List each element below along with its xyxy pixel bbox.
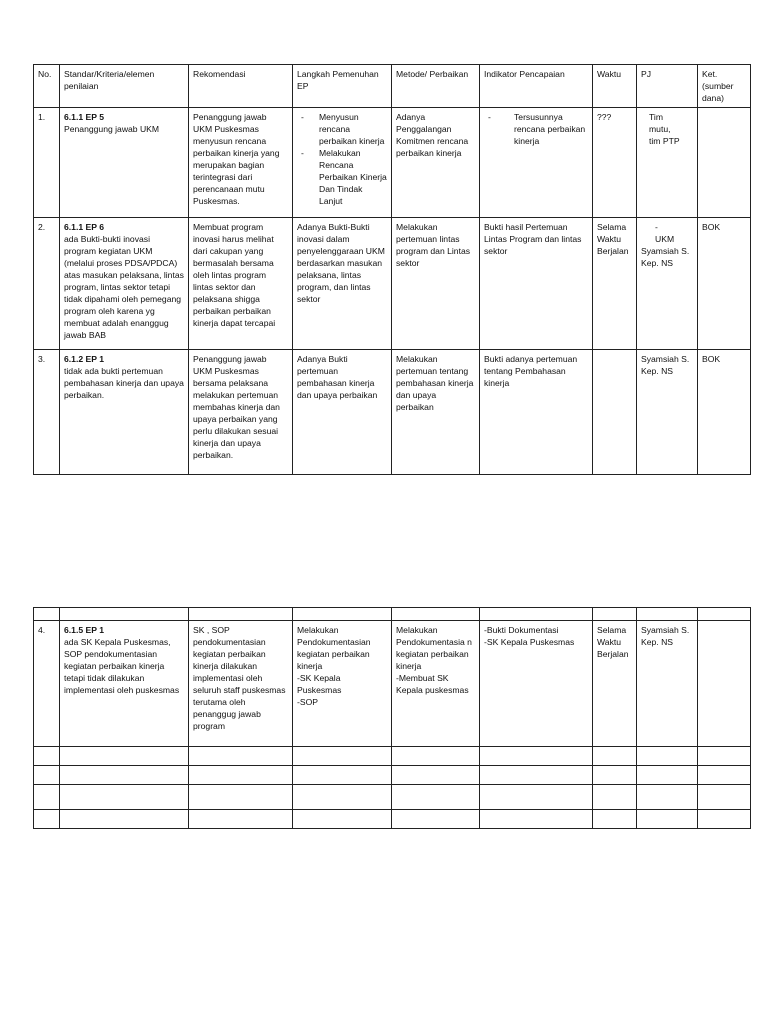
cell-langkah: Adanya Bukti-Bukti inovasi dalam penyelenggaraan UKM berdasarkan masukan pelaksana, lintas program, dan lintas sektor — [293, 218, 392, 350]
langkah-list — [297, 111, 387, 207]
empty-row — [34, 785, 751, 810]
cell-standar — [60, 621, 189, 747]
standar-code: 6.1.2 EP 1 — [64, 354, 104, 364]
pj-name: Syamsiah S. Kep. NS — [641, 246, 690, 268]
table-header-row — [34, 65, 751, 108]
header-indikator: Indikator Pencapaian — [480, 65, 593, 108]
header-waktu: Waktu — [593, 65, 637, 108]
table-row — [34, 350, 751, 475]
header-ket: Ket. (sumber dana) — [698, 65, 751, 108]
cell-ket: BOK — [698, 218, 751, 350]
cell-metode — [392, 621, 480, 747]
cell-pj: Syamsiah S. Kep. NS — [637, 621, 698, 747]
pj-line: Tim — [649, 112, 663, 122]
cell-waktu: Selama Waktu Berjalan — [593, 218, 637, 350]
cell-langkah — [293, 108, 392, 218]
empty-row — [34, 810, 751, 829]
cell-metode: Melakukan pertemuan lintas program dan Lintas sektor — [392, 218, 480, 350]
list-item: - Menyusun rencana perbaikan kinerja — [297, 111, 387, 147]
standar-code: 6.1.1 EP 5 — [64, 112, 104, 122]
pj-head: UKM — [655, 234, 675, 244]
header-langkah: Langkah Pemenuhan EP — [293, 65, 392, 108]
cell-ket — [698, 621, 751, 747]
standar-text: tidak ada bukti pertemuan pembahasan kinerja dan upaya perbaikan. — [64, 366, 184, 400]
cell-pj — [637, 108, 698, 218]
pj-line: tim PTP — [649, 136, 680, 146]
table-row — [34, 621, 751, 747]
empty-row — [34, 747, 751, 766]
header-standar: Standar/Kriteria/elemen penilaian — [60, 65, 189, 108]
cell-indikator — [480, 621, 593, 747]
langkah-line: Melakukan Pendokumentasian kegiatan perbaikan kinerja — [297, 625, 371, 671]
cell-indikator: Bukti adanya pertemuan tentang Pembahasan kinerja — [480, 350, 593, 475]
indikator-line: -SK Kepala Puskesmas — [484, 637, 575, 647]
cell-standar — [60, 108, 189, 218]
cell-standar — [60, 350, 189, 475]
table-row — [34, 108, 751, 218]
header-metode: Metode/ Perbaikan — [392, 65, 480, 108]
metode-line: Melakukan Pendokumentasia n kegiatan perbaikan kinerja — [396, 625, 472, 671]
cell-no: 2. — [34, 218, 60, 350]
cell-metode: Melakukan pertemuan tentang pembahasan kinerja dan upaya perbaikan — [392, 350, 480, 475]
cell-langkah: Adanya Bukti pertemuan pembahasan kinerja dan upaya perbaikan — [293, 350, 392, 475]
header-no: No. — [34, 65, 60, 108]
indikator-list — [484, 111, 588, 147]
cell-ket: BOK — [698, 350, 751, 475]
standar-text: Penanggung jawab UKM — [64, 124, 160, 134]
cell-rekomendasi: Membuat program inovasi harus melihat dari cakupan yang bermasalah bersama oleh lintas program lintas sektor dan pelaksana shigga perbaikan perbaikan kinerja dapat tercapai — [189, 218, 293, 350]
standar-text: ada Bukti-bukti inovasi program kegiatan UKM (melalui proses PDSA/PDCA) atas masukan pelaksana, lintas program, lintas sektor tetapi tidak dipahami oleh pemegang program oleh karena yg membuat adalah enanggug jawab BAB — [64, 234, 184, 340]
cell-rekomendasi: Penanggung jawab UKM Puskesmas bersama pelaksana melakukan pertemuan membahas kinerja dan upaya perbaikan yang perlu dilakukan sesuai kinerja dan upaya perbaikan. — [189, 350, 293, 475]
cell-ket — [698, 108, 751, 218]
cell-waktu: ??? — [593, 108, 637, 218]
cell-no: 3. — [34, 350, 60, 475]
table-row — [34, 218, 751, 350]
cell-langkah — [293, 621, 392, 747]
pj-line: mutu, — [649, 124, 671, 134]
improvement-plan-table — [33, 64, 751, 475]
header-rekomendasi: Rekomendasi — [189, 65, 293, 108]
cell-pj: Syamsiah S. Kep. NS — [637, 350, 698, 475]
standar-code: 6.1.1 EP 6 — [64, 222, 104, 232]
cell-rekomendasi: SK , SOP pendokumentasian kegiatan perbaikan kinerja dilakukan implementasi oleh seluruh staff puskesmas terutama oleh penanggug jawab program — [189, 621, 293, 747]
metode-line: -Membuat SK Kepala puskesmas — [396, 673, 469, 695]
standar-text: ada SK Kepala Puskesmas, SOP pendokumentasian kegiatan perbaikan kinerja tetapi tidak dilakukan implementasi oleh puskesmas — [64, 637, 180, 695]
list-item: - Melakukan Rencana Perbaikan Kinerja Dan Tindak Lanjut — [297, 147, 387, 207]
langkah-line: -SK Kepala Puskesmas — [297, 673, 342, 695]
cell-waktu: Selama Waktu Berjalan — [593, 621, 637, 747]
indikator-line: -Bukti Dokumentasi — [484, 625, 559, 635]
cell-no: 4. — [34, 621, 60, 747]
cell-no: 1. — [34, 108, 60, 218]
empty-row — [34, 766, 751, 785]
list-item: - Tersusunnya rencana perbaikan kinerja — [484, 111, 588, 147]
cell-standar — [60, 218, 189, 350]
cell-indikator — [480, 108, 593, 218]
langkah-line: -SOP — [297, 697, 319, 707]
empty-row — [34, 608, 751, 621]
pj-head-line — [641, 221, 693, 245]
cell-indikator: Bukti hasil Pertemuan Lintas Program dan lintas sektor — [480, 218, 593, 350]
header-pj: PJ — [637, 65, 698, 108]
cell-waktu — [593, 350, 637, 475]
cell-metode: Adanya Penggalangan Komitmen rencana perbaikan kinerja — [392, 108, 480, 218]
standar-code: 6.1.5 EP 1 — [64, 625, 104, 635]
pj-dash: - — [655, 222, 658, 232]
improvement-plan-table-continued — [33, 607, 751, 829]
cell-pj — [637, 218, 698, 350]
cell-rekomendasi: Penanggung jawab UKM Puskesmas menyusun rencana perbaikan kinerja yang merupakan bagian terintegrasi dari perencanaan mutu Puskesmas. — [189, 108, 293, 218]
